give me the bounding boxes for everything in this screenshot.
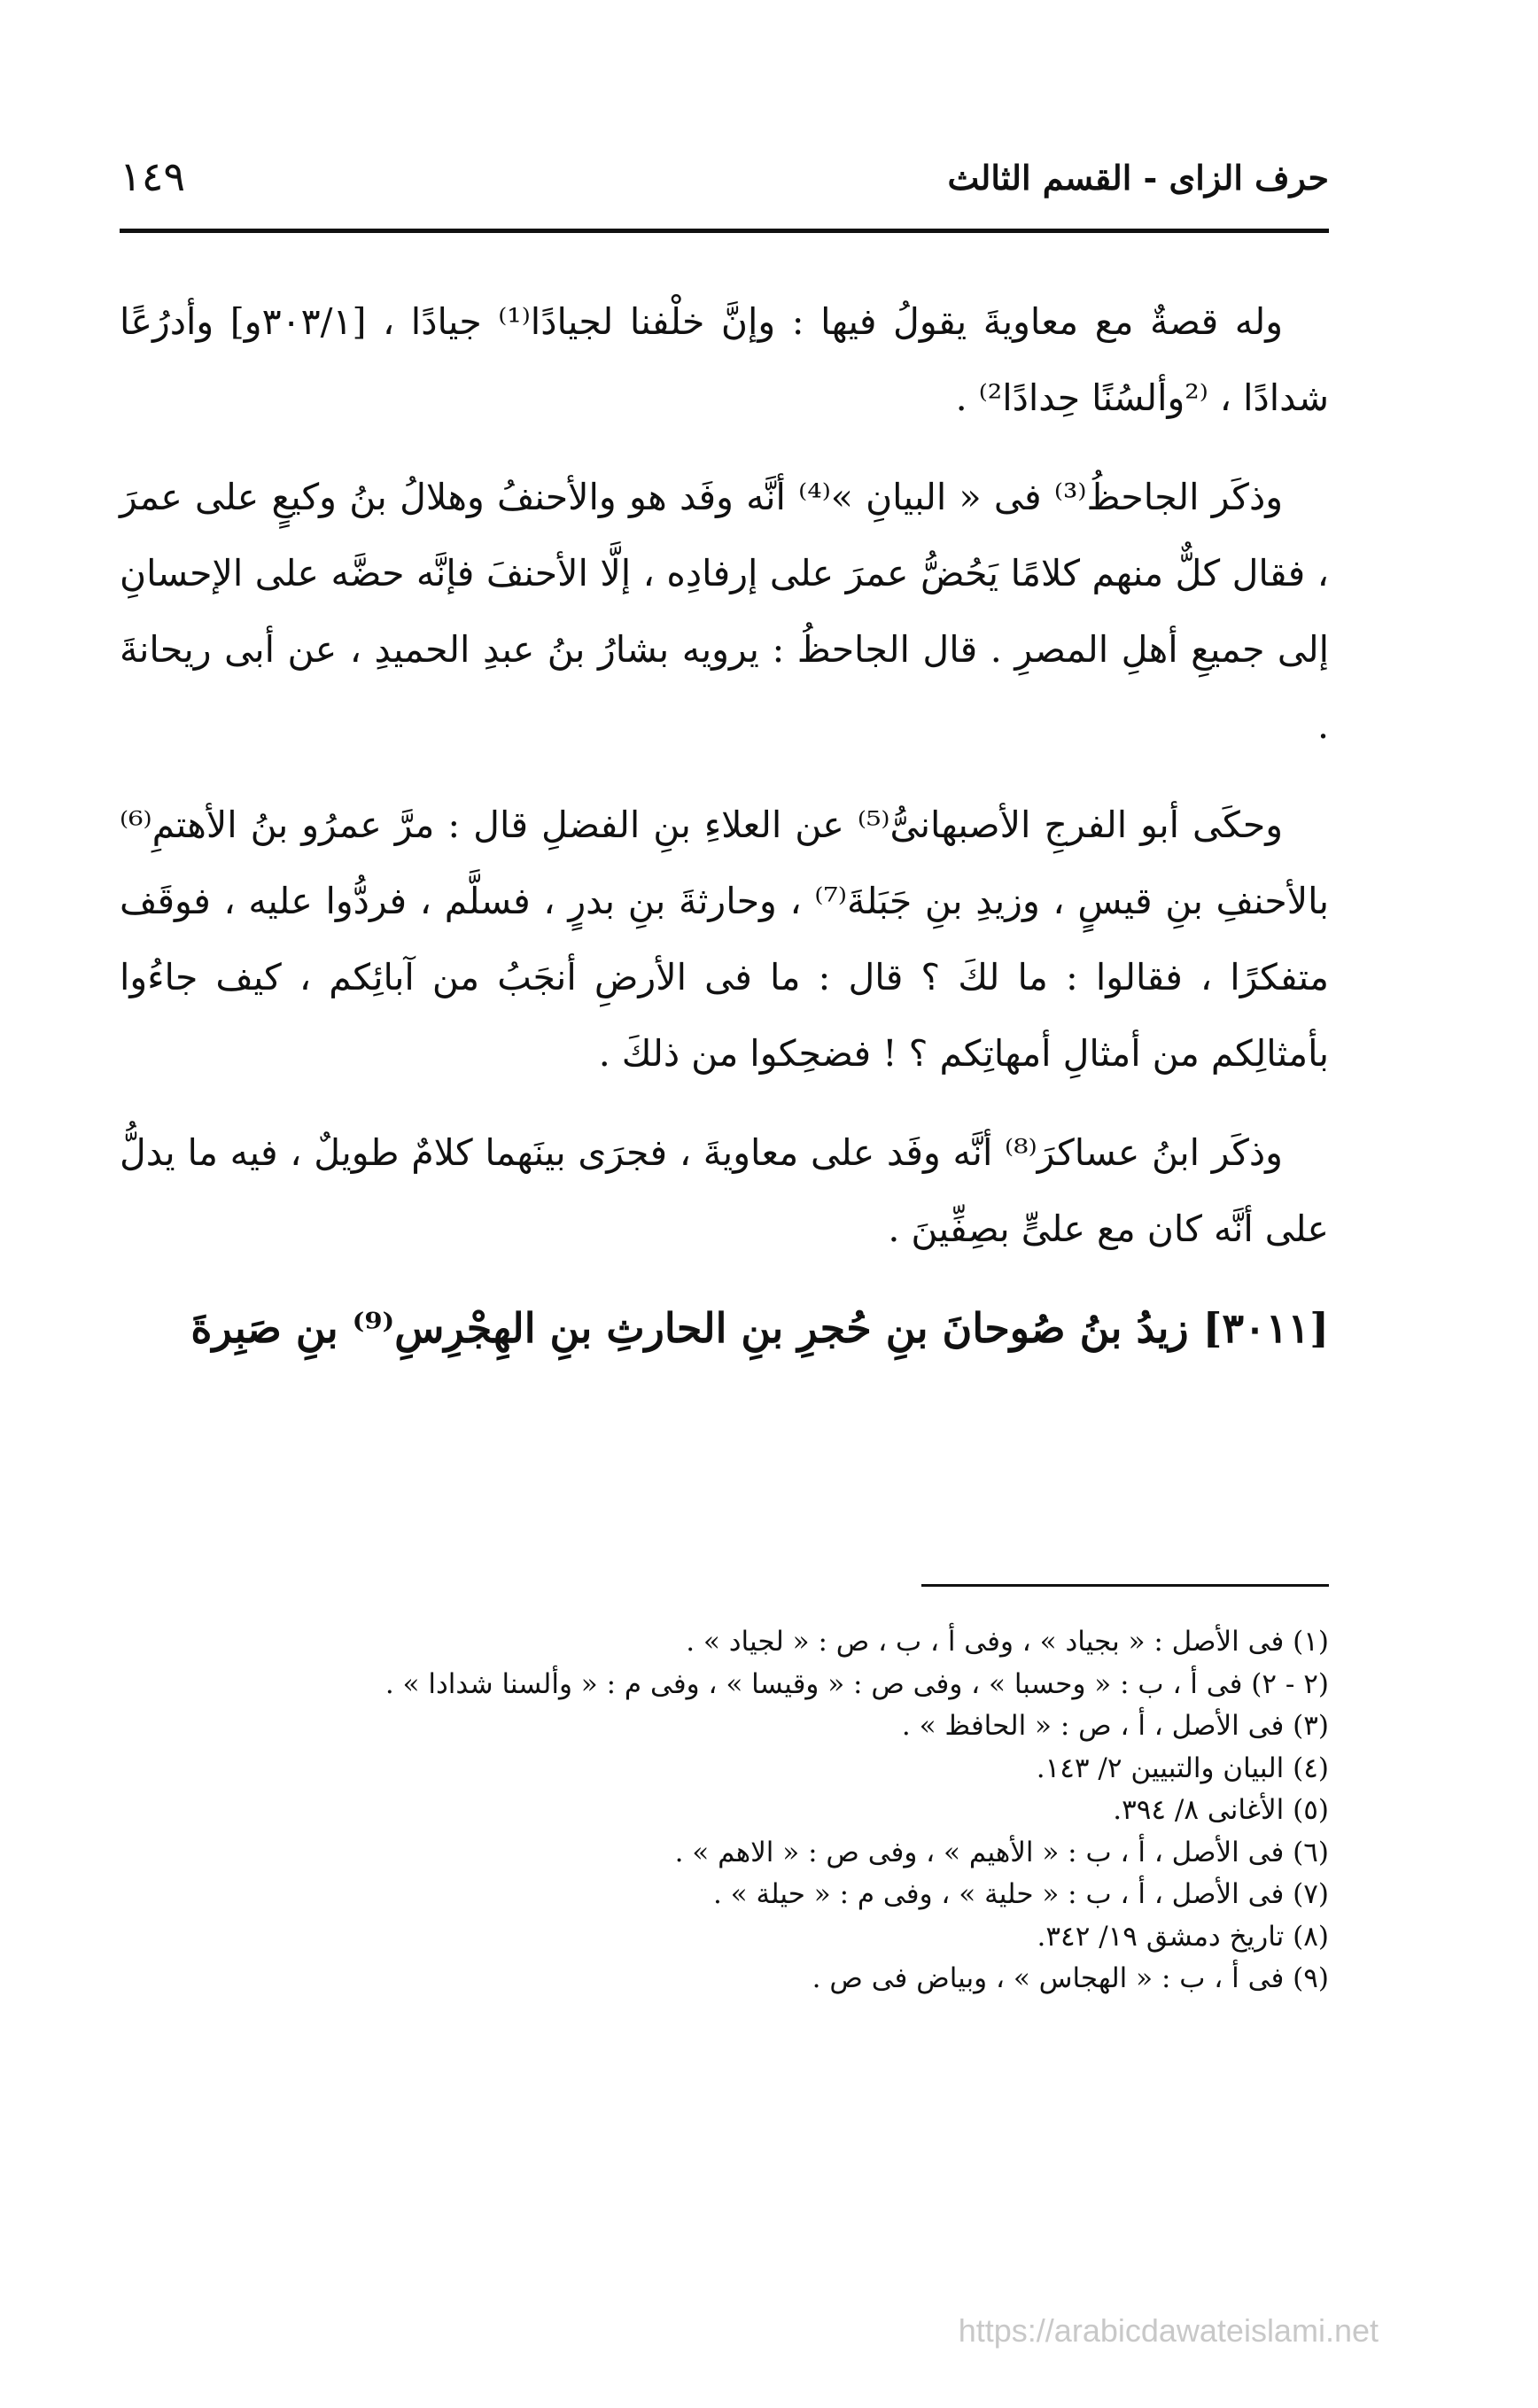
footnote: (٩) فى أ ، ب : « الهجاس » ، وبياض فى ص . [812, 1962, 1329, 1994]
footnote: (٢ - ٢) فى أ ، ب : « وحسبا » ، وفى ص : « وقيسا » ، وفى م : « وألسنا شدادا » . [384, 1667, 1329, 1700]
footnotes [120, 1621, 1329, 2000]
paragraph: وحكَى أبو الفرجِ الأصبهانىُّ⁽⁵⁾ عن العلاءِ بنِ الفضلِ قال : مرَّ عمرُو بنُ الأهتمِ⁽⁶⁾ بالأحنفِ بنِ قيسٍ ، وزيدِ بنِ جَبَلةَ⁽⁷⁾ ، وحارثةَ بنِ بدرٍ ، فسلَّم ، فردُّوا عليه ، فوقَف متفكرًا ، فقالوا : ما لكَ ؟ قال : ما فى الأرضِ أنجَبُ من آبائِكم ، كيف جاءُوا بأمثالِكم من أمثالِ أمهاتِكم ؟ ! فضحِكوا من ذلكَ . [120, 804, 1329, 1075]
entry-heading: [٣٠١١] زيدُ بنُ صُوحانَ بنِ حُجرِ بنِ الحارثِ بنِ الهِجْرِسِ⁽⁹⁾ بنِ صَبِرةَ [190, 1304, 1329, 1352]
footnote: (٧) فى الأصل ، أ ، ب : « حلية » ، وفى م : « حيلة » . [712, 1878, 1329, 1910]
footnote-rule [921, 1584, 1329, 1587]
footnote: (٦) فى الأصل ، أ ، ب : « الأهيم » ، وفى ص : « الاهم » . [674, 1836, 1329, 1868]
paragraph: وذكَر الجاحظُ⁽³⁾ فى « البيانِ »⁽⁴⁾ أنَّه وفَد هو والأحنفُ وهلالُ بنُ وكيعٍ على عمرَ ، فقال كلٌّ منهم كلامًا يَحُضُّ عمرَ على إرفادِه ، إلَّا الأحنفَ فإنَّه حضَّه على الإحسانِ إلى جميعِ أهلِ المصرِ . قال الجاحظُ : يرويه بشارُ بنُ عبدِ الحميدِ ، عن أبى ريحانةَ . [120, 476, 1329, 747]
header-title: حرف الزاى - القسم الثالث [947, 158, 1329, 198]
header-rule [120, 229, 1329, 233]
footnote: (٣) فى الأصل ، أ ، ص : « الحافظ » . [901, 1710, 1329, 1742]
watermark-url: https://arabicdawateislami.net [958, 2312, 1379, 2349]
page-number: ١٤٩ [120, 152, 186, 200]
main-text [120, 284, 1329, 1389]
footnote: (١) فى الأصل : « بجياد » ، وفى أ ، ب ، ص : « لجياد » . [686, 1626, 1329, 1658]
footnote: (٤) البيان والتبيين ٢/ ١٤٣. [1036, 1752, 1329, 1784]
paragraph: وذكَر ابنُ عساكرَ⁽⁸⁾ أنَّه وفَد على معاويةَ ، فجرَى بينَهما كلامٌ طويلٌ ، فيه ما يدلُّ على أنَّه كان مع علىٍّ بصِفِّينَ . [120, 1131, 1329, 1250]
paragraph: وله قصةٌ مع معاويةَ يقولُ فيها : وإنَّ خلْفنا لجيادًا⁽¹⁾ جيادًا ، [٣٠٣/١و] وأدرُعًا شدادًا ، ⁽²وألسُنًا حِدادًا²⁾ . [120, 300, 1329, 419]
footnote: (٨) تاريخ دمشق ١٩/ ٣٤٢. [1037, 1920, 1329, 1953]
running-header [120, 151, 1329, 213]
footnote: (٥) الأغانى ٨/ ٣٩٤. [1113, 1794, 1329, 1826]
